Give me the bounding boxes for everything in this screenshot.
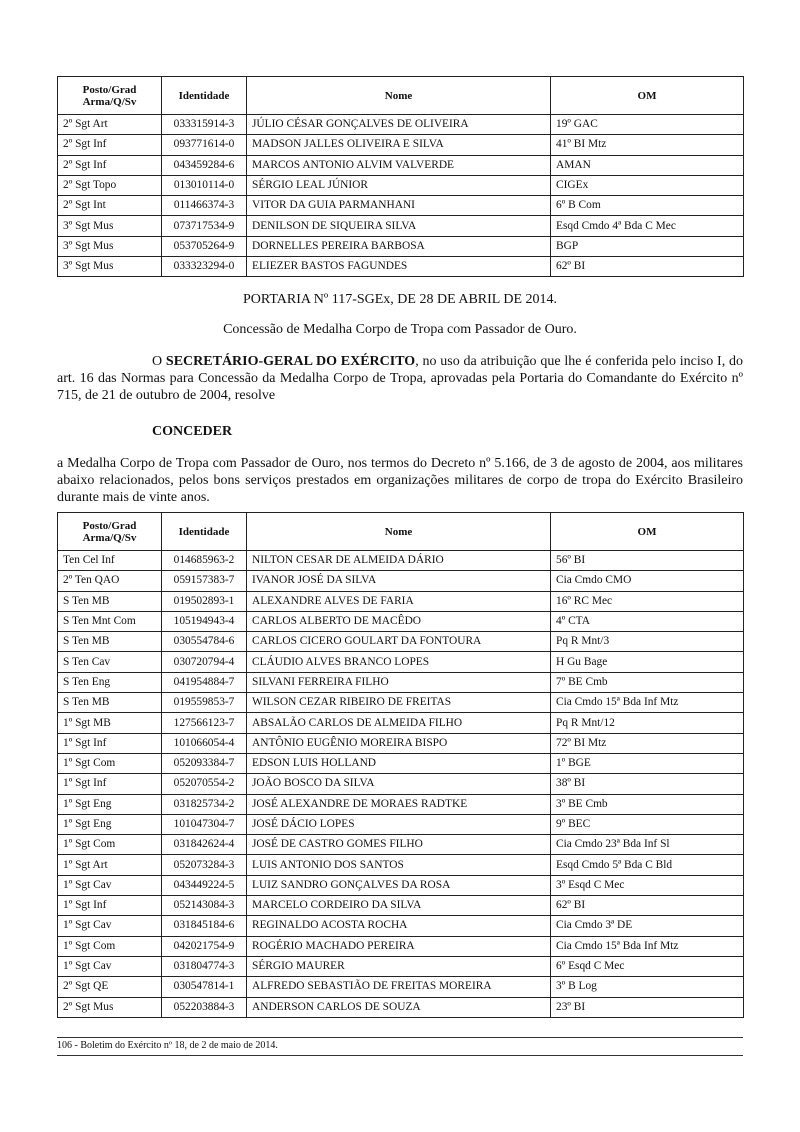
cell-posto: 1º Sgt Inf	[58, 896, 162, 916]
cell-identidade: 031804774-3	[162, 956, 247, 976]
cell-om: Pq R Mnt/3	[551, 632, 744, 652]
cell-nome: CLÁUDIO ALVES BRANCO LOPES	[247, 652, 551, 672]
cell-posto: 3º Sgt Mus	[58, 216, 162, 236]
table-row	[58, 115, 744, 135]
table-row	[58, 196, 744, 216]
cell-om: AMAN	[551, 155, 744, 175]
cell-identidade: 073717534-9	[162, 216, 247, 236]
cell-nome: JOÃO BOSCO DA SILVA	[247, 774, 551, 794]
cell-posto: 2º Sgt Int	[58, 196, 162, 216]
intro-rest: , no uso da atribuição que lhe é conferida pelo inciso I, do art. 16 das Normas para Concessão da Medalha Corpo de Tropa, aprovadas pela Portaria do Comandante do Exército nº 715, de 21 de outubro de 2004, resolve	[57, 354, 743, 403]
cell-posto: 1º Sgt Art	[58, 855, 162, 875]
table-row	[58, 977, 744, 997]
cell-identidade: 052093384-7	[162, 753, 247, 773]
table-row	[58, 611, 744, 631]
table-row	[58, 956, 744, 976]
table-row	[58, 236, 744, 256]
cell-nome: ABSALÃO CARLOS DE ALMEIDA FILHO	[247, 713, 551, 733]
table-row	[58, 835, 744, 855]
cell-posto: 3º Sgt Mus	[58, 257, 162, 277]
header-identidade: Identidade	[162, 513, 247, 551]
portaria-subtitle: Concessão de Medalha Corpo de Tropa com Passador de Ouro.	[223, 322, 577, 337]
cell-posto: S Ten MB	[58, 591, 162, 611]
cell-posto: 1º Sgt Inf	[58, 774, 162, 794]
table-row	[58, 591, 744, 611]
cell-posto: 2º Sgt QE	[58, 977, 162, 997]
cell-posto: S Ten Mnt Com	[58, 611, 162, 631]
cell-nome: VITOR DA GUIA PARMANHANI	[247, 196, 551, 216]
header-identidade: Identidade	[162, 77, 247, 115]
cell-om: 7º BE Cmb	[551, 672, 744, 692]
cell-identidade: 019559853-7	[162, 693, 247, 713]
cell-identidade: 013010114-0	[162, 175, 247, 195]
table-row	[58, 216, 744, 236]
cell-posto: Ten Cel Inf	[58, 551, 162, 571]
cell-identidade: 031842624-4	[162, 835, 247, 855]
header-posto: Posto/Grad Arma/Q/Sv	[58, 513, 162, 551]
table-row	[58, 794, 744, 814]
cell-identidade: 101066054-4	[162, 733, 247, 753]
cell-identidade: 043459284-6	[162, 155, 247, 175]
table-body	[58, 551, 744, 1018]
cell-identidade: 041954884-7	[162, 672, 247, 692]
cell-om: 56º BI	[551, 551, 744, 571]
cell-nome: ANDERSON CARLOS DE SOUZA	[247, 997, 551, 1017]
cell-nome: JOSÉ DE CASTRO GOMES FILHO	[247, 835, 551, 855]
table-row	[58, 713, 744, 733]
table-row	[58, 693, 744, 713]
table-row	[58, 257, 744, 277]
cell-posto: 1º Sgt Inf	[58, 733, 162, 753]
cell-posto: 1º Sgt Cav	[58, 916, 162, 936]
cell-nome: SÉRGIO MAURER	[247, 956, 551, 976]
cell-om: 23º BI	[551, 997, 744, 1017]
cell-om: 6º B Com	[551, 196, 744, 216]
cell-om: Cia Cmdo 23ª Bda Inf Sl	[551, 835, 744, 855]
cell-identidade: 053705264-9	[162, 236, 247, 256]
cell-posto: 1º Sgt Cav	[58, 956, 162, 976]
cell-posto: 1º Sgt MB	[58, 713, 162, 733]
cell-om: 1º BGE	[551, 753, 744, 773]
table-medal-recipients	[57, 512, 744, 1018]
cell-nome: MARCOS ANTONIO ALVIM VALVERDE	[247, 155, 551, 175]
cell-posto: 1º Sgt Eng	[58, 814, 162, 834]
cell-posto: 2º Sgt Art	[58, 115, 162, 135]
table-row	[58, 551, 744, 571]
cell-nome: SILVANI FERREIRA FILHO	[247, 672, 551, 692]
cell-posto: 2º Sgt Inf	[58, 135, 162, 155]
cell-nome: MARCELO CORDEIRO DA SILVA	[247, 896, 551, 916]
footer-divider-top	[57, 1037, 743, 1038]
cell-identidade: 014685963-2	[162, 551, 247, 571]
cell-om: 41º BI Mtz	[551, 135, 744, 155]
cell-identidade: 093771614-0	[162, 135, 247, 155]
cell-om: 6º Esqd C Mec	[551, 956, 744, 976]
cell-nome: LUIZ SANDRO GONÇALVES DA ROSA	[247, 875, 551, 895]
cell-om: Cia Cmdo 3ª DE	[551, 916, 744, 936]
cell-om: 9º BEC	[551, 814, 744, 834]
cell-om: 3º B Log	[551, 977, 744, 997]
cell-identidade: 030547814-1	[162, 977, 247, 997]
cell-posto: 3º Sgt Mus	[58, 236, 162, 256]
header-nome: Nome	[247, 77, 551, 115]
cell-identidade: 127566123-7	[162, 713, 247, 733]
cell-om: H Gu Bage	[551, 652, 744, 672]
cell-nome: WILSON CEZAR RIBEIRO DE FREITAS	[247, 693, 551, 713]
cell-identidade: 052143084-3	[162, 896, 247, 916]
cell-om: 16º RC Mec	[551, 591, 744, 611]
table-row	[58, 632, 744, 652]
conceder-heading: CONCEDER	[152, 424, 233, 439]
cell-posto: 1º Sgt Cav	[58, 875, 162, 895]
cell-nome: DENILSON DE SIQUEIRA SILVA	[247, 216, 551, 236]
cell-identidade: 030720794-4	[162, 652, 247, 672]
header-om: OM	[551, 77, 744, 115]
header-nome: Nome	[247, 513, 551, 551]
table-medal-recipients-previous	[57, 76, 744, 277]
cell-posto: 1º Sgt Com	[58, 835, 162, 855]
table-row	[58, 855, 744, 875]
cell-nome: MADSON JALLES OLIVEIRA E SILVA	[247, 135, 551, 155]
intro-prefix: O	[152, 354, 166, 369]
table-row	[58, 155, 744, 175]
cell-nome: DORNELLES PEREIRA BARBOSA	[247, 236, 551, 256]
cell-identidade: 101047304-7	[162, 814, 247, 834]
table-row	[58, 774, 744, 794]
cell-nome: ROGÉRIO MACHADO PEREIRA	[247, 936, 551, 956]
header-posto: Posto/Grad Arma/Q/Sv	[58, 77, 162, 115]
cell-posto: 2º Sgt Inf	[58, 155, 162, 175]
table-header-row	[58, 77, 744, 115]
cell-posto: S Ten MB	[58, 693, 162, 713]
cell-identidade: 030554784-6	[162, 632, 247, 652]
cell-om: Esqd Cmdo 4ª Bda C Mec	[551, 216, 744, 236]
cell-nome: JOSÉ ALEXANDRE DE MORAES RADTKE	[247, 794, 551, 814]
cell-om: 3º BE Cmb	[551, 794, 744, 814]
table-row	[58, 571, 744, 591]
cell-identidade: 031845184-6	[162, 916, 247, 936]
cell-posto: 2º Sgt Topo	[58, 175, 162, 195]
table-row	[58, 896, 744, 916]
cell-nome: ANTÔNIO EUGÊNIO MOREIRA BISPO	[247, 733, 551, 753]
table-row	[58, 997, 744, 1017]
footer-divider-bottom	[57, 1055, 743, 1056]
cell-om: BGP	[551, 236, 744, 256]
table-row	[58, 753, 744, 773]
cell-identidade: 033323294-0	[162, 257, 247, 277]
table-row	[58, 652, 744, 672]
portaria-body: a Medalha Corpo de Tropa com Passador de Ouro, nos termos do Decreto nº 5.166, de 3 de agosto de 2004, aos militares abaixo relacionados, pelos bons serviços prestados em organizações militares de corpo de tropa do Exército Brasileiro durante mais de vinte anos.	[57, 456, 743, 505]
cell-nome: CARLOS CICERO GOULART DA FONTOURA	[247, 632, 551, 652]
cell-identidade: 019502893-1	[162, 591, 247, 611]
cell-nome: SÉRGIO LEAL JÚNIOR	[247, 175, 551, 195]
cell-posto: 1º Sgt Eng	[58, 794, 162, 814]
cell-nome: JOSÉ DÁCIO LOPES	[247, 814, 551, 834]
cell-om: 19º GAC	[551, 115, 744, 135]
table-row	[58, 875, 744, 895]
table-row	[58, 814, 744, 834]
cell-nome: ALEXANDRE ALVES DE FARIA	[247, 591, 551, 611]
table-row	[58, 936, 744, 956]
cell-identidade: 043449224-5	[162, 875, 247, 895]
cell-nome: CARLOS ALBERTO DE MACÊDO	[247, 611, 551, 631]
cell-nome: LUIS ANTONIO DOS SANTOS	[247, 855, 551, 875]
page-footer: 106 - Boletim do Exército nº 18, de 2 de maio de 2014.	[57, 1040, 278, 1051]
cell-posto: 1º Sgt Com	[58, 753, 162, 773]
cell-posto: S Ten MB	[58, 632, 162, 652]
cell-identidade: 105194943-4	[162, 611, 247, 631]
cell-nome: ELIEZER BASTOS FAGUNDES	[247, 257, 551, 277]
cell-om: 62º BI	[551, 896, 744, 916]
cell-nome: EDSON LUIS HOLLAND	[247, 753, 551, 773]
cell-posto: 2º Sgt Mus	[58, 997, 162, 1017]
table-row	[58, 672, 744, 692]
cell-om: Esqd Cmdo 5ª Bda C Bld	[551, 855, 744, 875]
table-row	[58, 916, 744, 936]
cell-posto: 2º Ten QAO	[58, 571, 162, 591]
table-row	[58, 175, 744, 195]
cell-posto: S Ten Cav	[58, 652, 162, 672]
portaria-title: PORTARIA Nº 117-SGEx, DE 28 DE ABRIL DE 2014.	[242, 292, 557, 307]
intro-authority: SECRETÁRIO-GERAL DO EXÉRCITO	[165, 354, 416, 369]
cell-identidade: 011466374-3	[162, 196, 247, 216]
table-row	[58, 135, 744, 155]
cell-posto: S Ten Eng	[58, 672, 162, 692]
cell-identidade: 031825734-2	[162, 794, 247, 814]
cell-nome: ALFREDO SEBASTIÃO DE FREITAS MOREIRA	[247, 977, 551, 997]
cell-nome: IVANOR JOSÉ DA SILVA	[247, 571, 551, 591]
table-header-row	[58, 513, 744, 551]
cell-om: 4º CTA	[551, 611, 744, 631]
cell-nome: JÚLIO CÉSAR GONÇALVES DE OLIVEIRA	[247, 115, 551, 135]
cell-om: 38º BI	[551, 774, 744, 794]
cell-identidade: 059157383-7	[162, 571, 247, 591]
cell-om: 72º BI Mtz	[551, 733, 744, 753]
cell-om: Pq R Mnt/12	[551, 713, 744, 733]
cell-om: Cia Cmdo 15ª Bda Inf Mtz	[551, 936, 744, 956]
cell-om: CIGEx	[551, 175, 744, 195]
cell-om: Cia Cmdo CMO	[551, 571, 744, 591]
cell-identidade: 052203884-3	[162, 997, 247, 1017]
cell-om: Cia Cmdo 15ª Bda Inf Mtz	[551, 693, 744, 713]
cell-identidade: 033315914-3	[162, 115, 247, 135]
table-body	[58, 115, 744, 277]
cell-nome: REGINALDO ACOSTA ROCHA	[247, 916, 551, 936]
table-row	[58, 733, 744, 753]
cell-identidade: 052070554-2	[162, 774, 247, 794]
cell-om: 3º Esqd C Mec	[551, 875, 744, 895]
header-om: OM	[551, 513, 744, 551]
cell-posto: 1º Sgt Com	[58, 936, 162, 956]
cell-nome: NILTON CESAR DE ALMEIDA DÁRIO	[247, 551, 551, 571]
portaria-intro	[57, 354, 743, 404]
cell-identidade: 042021754-9	[162, 936, 247, 956]
cell-om: 62º BI	[551, 257, 744, 277]
cell-identidade: 052073284-3	[162, 855, 247, 875]
